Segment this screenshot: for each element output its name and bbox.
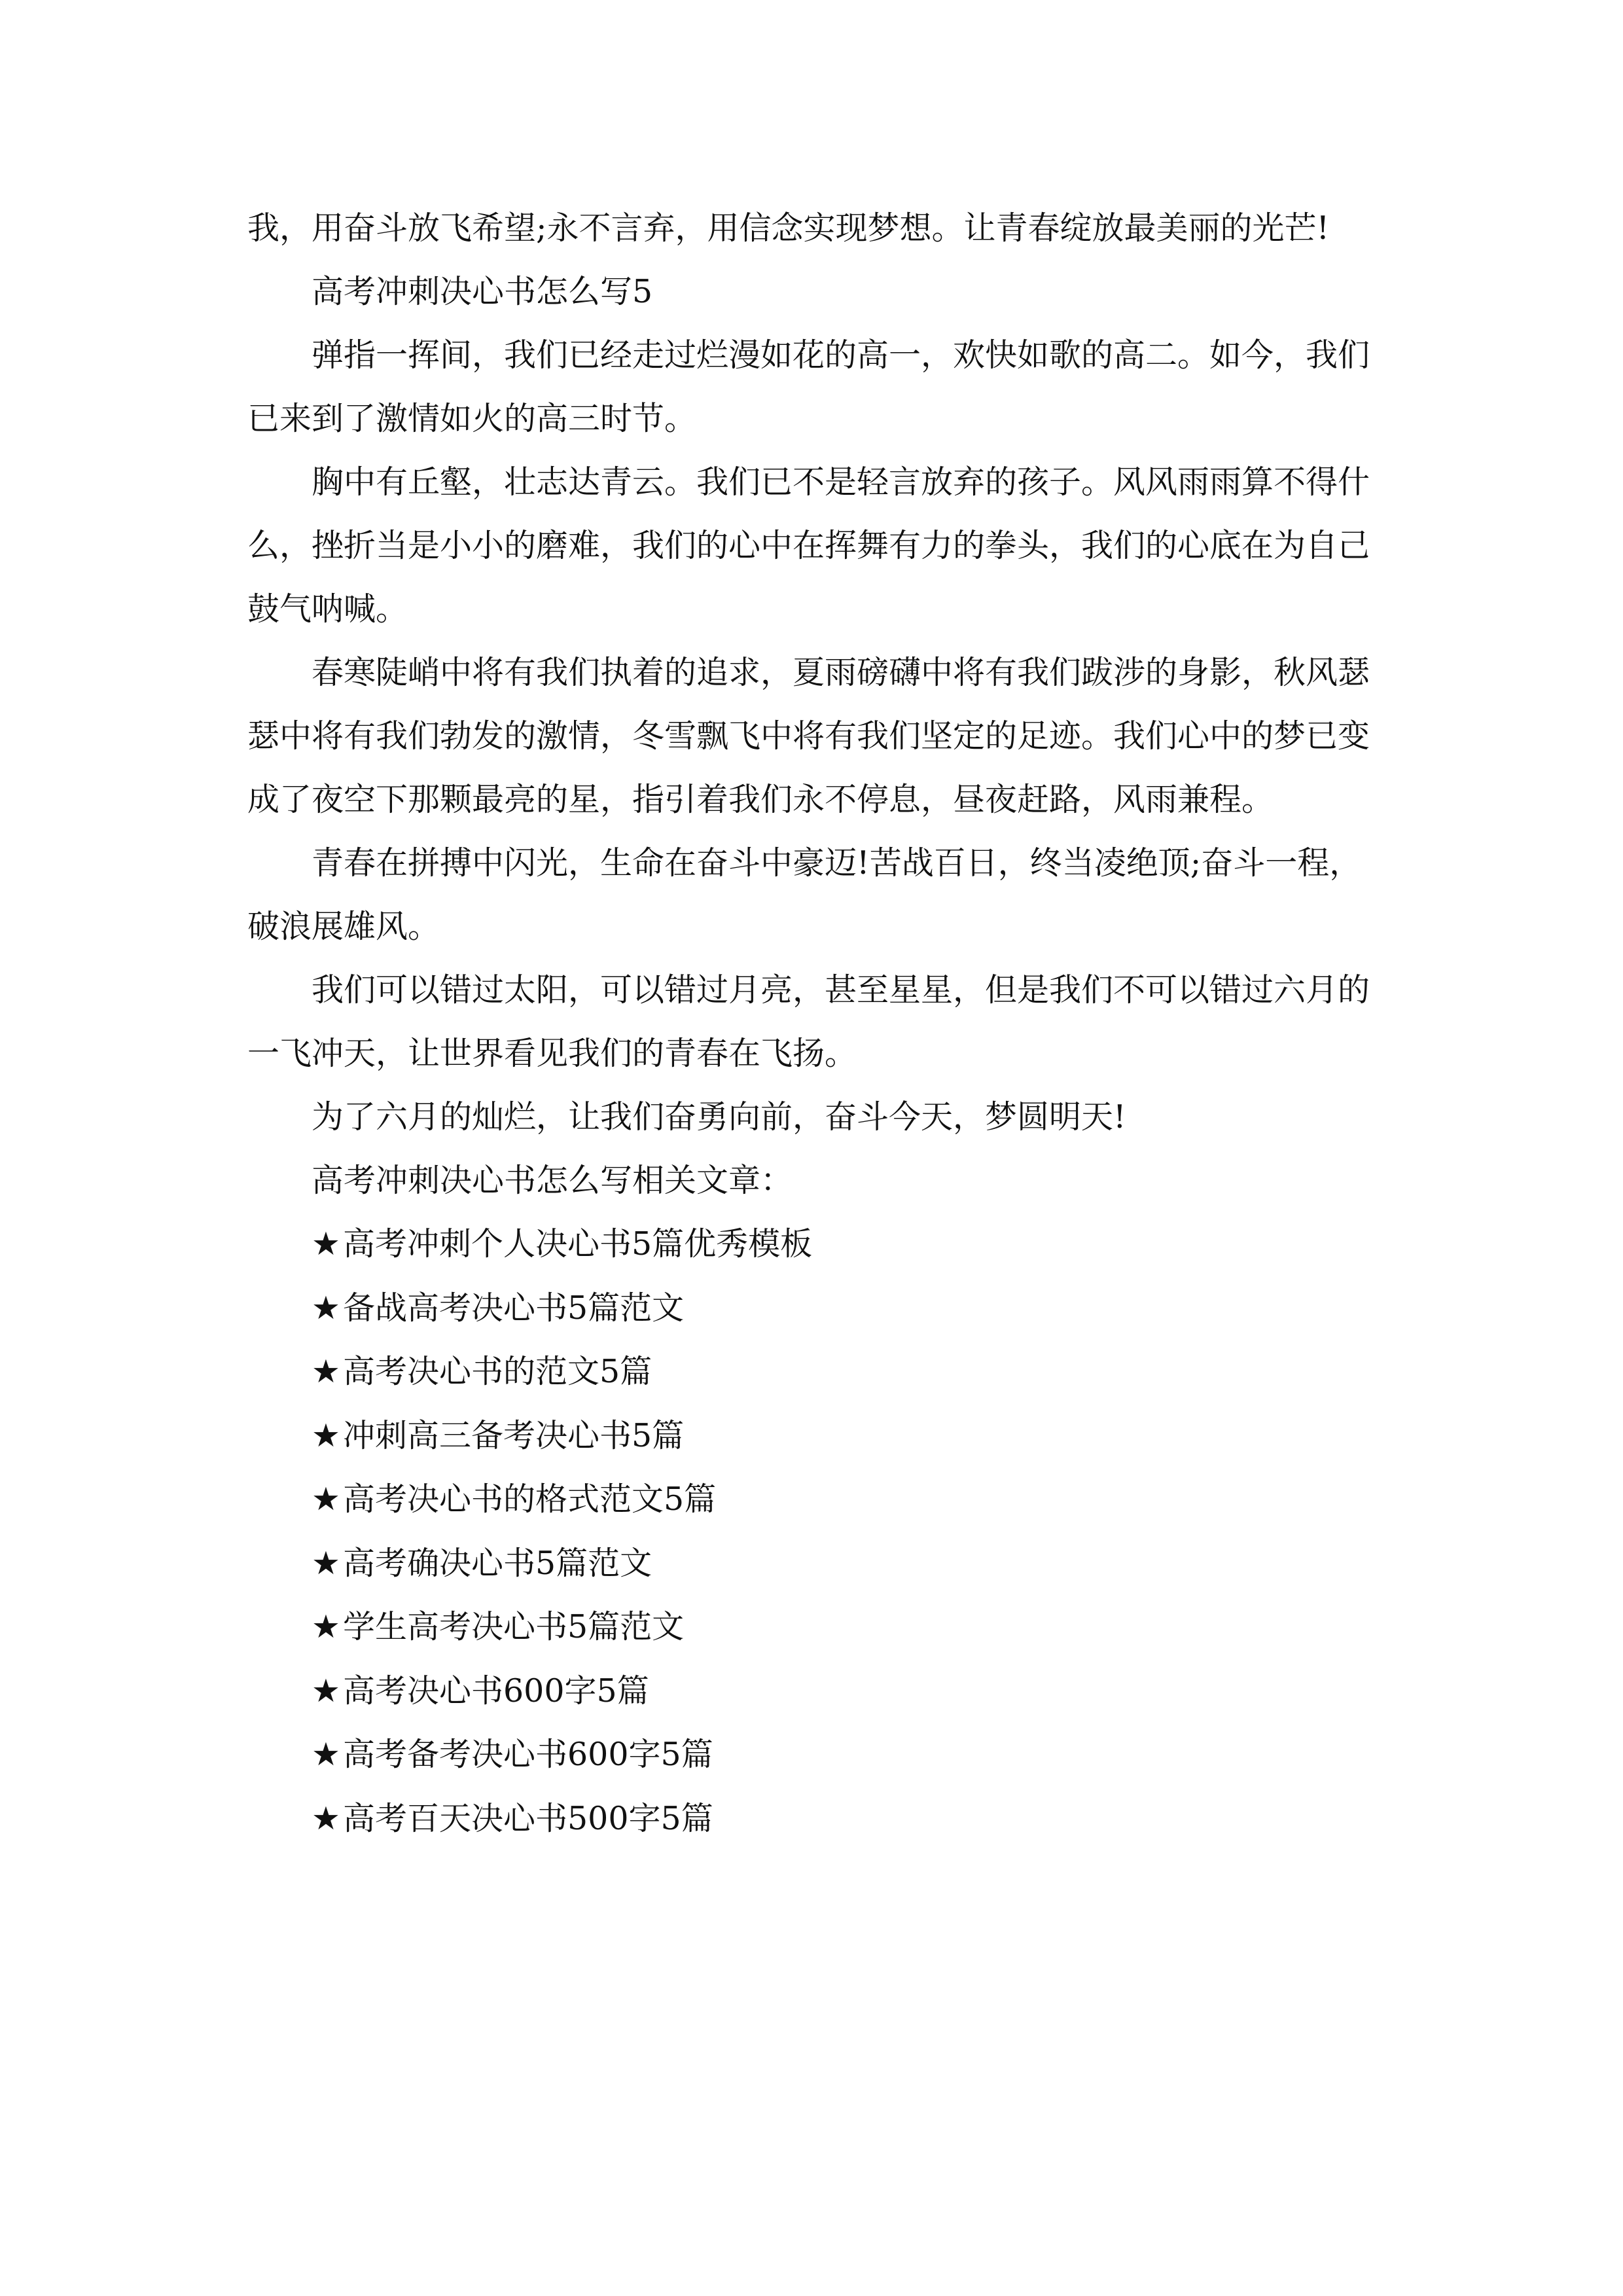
section-heading: 高考冲刺决心书怎么写5 <box>312 273 653 310</box>
star-icon: ★ <box>312 1353 340 1390</box>
star-icon: ★ <box>312 1736 340 1773</box>
related-article-link[interactable] <box>247 1532 1393 1596</box>
related-article-link[interactable] <box>247 1723 1393 1787</box>
star-icon: ★ <box>312 1544 340 1582</box>
related-article-title: 高考决心书600字5篇 <box>343 1672 649 1710</box>
star-icon: ★ <box>312 1608 340 1645</box>
text-line: 瑟中将有我们勃发的激情，冬雪飘飞中将有我们坚定的足迹。我们心中的梦已变 <box>247 717 1370 755</box>
star-icon: ★ <box>312 1480 340 1518</box>
text-line: 我们可以错过太阳，可以错过月亮，甚至星星，但是我们不可以错过六月的 <box>312 971 1370 1009</box>
related-article-link[interactable] <box>247 1340 1393 1404</box>
related-article-title: 高考决心书的范文5篇 <box>343 1353 652 1390</box>
text-line: 我，用奋斗放飞希望;永不言弃，用信念实现梦想。让青春绽放最美丽的光芒! <box>247 209 1330 247</box>
star-icon: ★ <box>312 1225 340 1263</box>
text-line: 一飞冲天，让世界看见我们的青春在飞扬。 <box>247 1035 857 1072</box>
related-articles-heading: 高考冲刺决心书怎么写相关文章： <box>312 1162 793 1199</box>
related-article-title: 高考备考决心书600字5篇 <box>343 1736 713 1773</box>
star-icon: ★ <box>312 1416 340 1454</box>
text-line: 为了六月的灿烂，让我们奋勇向前，奋斗今天，梦圆明天! <box>312 1098 1126 1136</box>
body-text <box>247 196 1393 1212</box>
text-line: 成了夜空下那颗最亮的星，指引着我们永不停息，昼夜赶路，风雨兼程。 <box>247 781 1274 818</box>
related-article-link[interactable] <box>247 1595 1393 1659</box>
star-icon: ★ <box>312 1289 340 1327</box>
text-line: 已来到了激情如火的高三时节。 <box>247 400 697 437</box>
related-article-title: 高考百天决心书500字5篇 <box>343 1799 713 1837</box>
document-page <box>247 196 1393 1850</box>
related-article-link[interactable] <box>247 1212 1393 1276</box>
related-article-title: 高考决心书的格式范文5篇 <box>343 1480 717 1518</box>
text-line: 青春在拼搏中闪光，生命在奋斗中豪迈!苦战百日，终当凌绝顶;奋斗一程， <box>312 844 1362 882</box>
text-line: 胸中有丘壑，壮志达青云。我们已不是轻言放弃的孩子。风风雨雨算不得什 <box>312 463 1370 501</box>
related-article-link[interactable] <box>247 1787 1393 1851</box>
text-line: 破浪展雄风。 <box>247 908 440 945</box>
star-icon: ★ <box>312 1672 340 1710</box>
text-line: 春寒陡峭中将有我们执着的追求，夏雨磅礴中将有我们跋涉的身影，秋风瑟 <box>312 654 1370 691</box>
related-article-link[interactable] <box>247 1467 1393 1532</box>
related-article-title: 学生高考决心书5篇范文 <box>343 1608 685 1645</box>
related-article-title: 备战高考决心书5篇范文 <box>343 1289 685 1327</box>
related-article-title: 高考冲刺个人决心书5篇优秀模板 <box>343 1225 813 1263</box>
text-line: 么，挫折当是小小的磨难，我们的心中在挥舞有力的拳头，我们的心底在为自己 <box>247 527 1370 564</box>
text-line: 鼓气呐喊。 <box>247 590 408 628</box>
related-article-link[interactable] <box>247 1659 1393 1723</box>
related-article-title: 高考确决心书5篇范文 <box>343 1544 652 1582</box>
related-article-title: 冲刺高三备考决心书5篇 <box>343 1416 685 1454</box>
star-icon: ★ <box>312 1799 340 1837</box>
related-articles-list <box>247 1212 1393 1850</box>
related-article-link[interactable] <box>247 1276 1393 1340</box>
text-line: 弹指一挥间，我们已经走过烂漫如花的高一，欢快如歌的高二。如今，我们 <box>312 336 1370 374</box>
related-article-link[interactable] <box>247 1404 1393 1468</box>
